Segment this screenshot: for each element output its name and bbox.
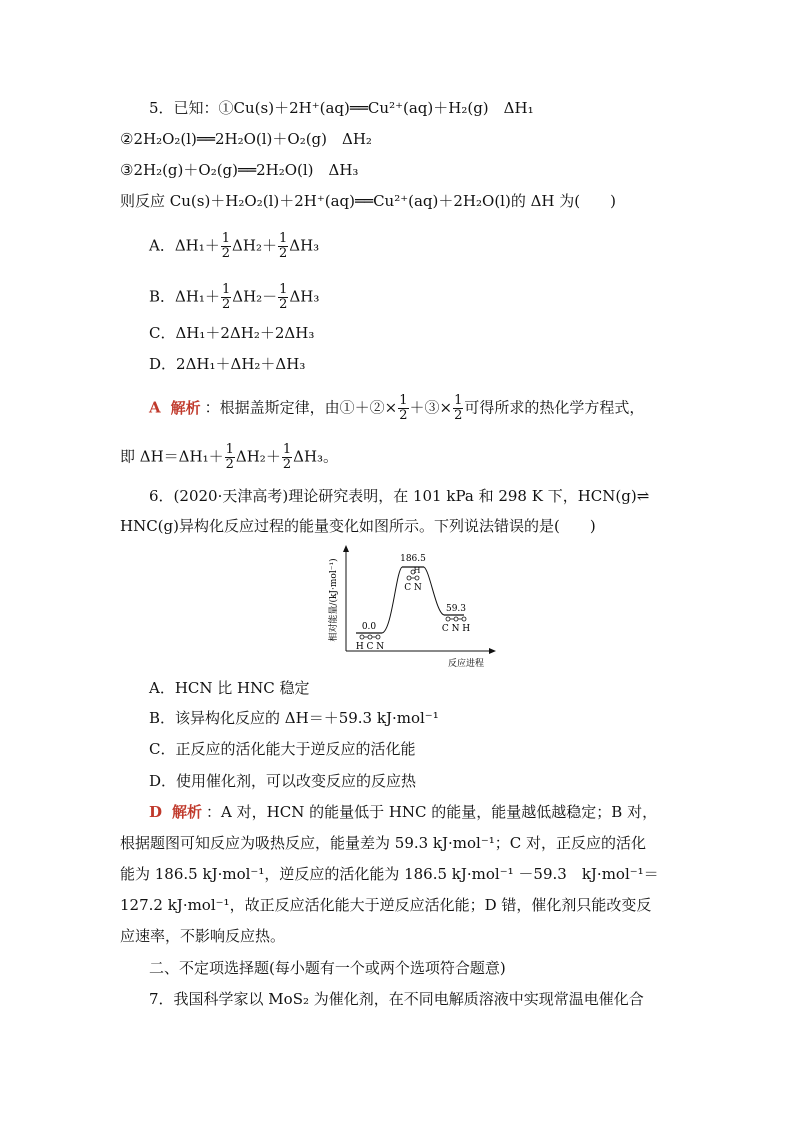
- atoms-hnc: C N H: [441, 624, 471, 634]
- analysis-text-1: ：根据盖斯定律，由①＋②×: [204, 398, 398, 417]
- level-value-hnc: 59.3: [445, 604, 467, 614]
- fraction-one-half: $\frac{1}{2}$: [282, 442, 292, 472]
- fraction-one-half: $\frac{1}{2}$: [278, 231, 288, 261]
- option-b-text-1: B．ΔH₁＋: [149, 287, 220, 306]
- q6-analysis-line2: 根据题图可知反应为吸热反应，能量差为 59.3 kJ·mol⁻¹；C 对，正反应的活化: [120, 834, 647, 852]
- analysis-text-3: 可得所求的热化学方程式，: [464, 398, 645, 417]
- q6-option-a: A．HCN 比 HNC 稳定: [149, 679, 310, 697]
- atom-h-top: H: [413, 566, 421, 575]
- atoms-hcn: H C N: [355, 642, 385, 652]
- q6-answer: D: [149, 803, 163, 821]
- option-b-text-2: ΔH₂－: [232, 287, 278, 306]
- section-heading: 二、不定项选择题(每小题有一个或两个选项符合题意): [149, 959, 506, 977]
- q6-option-b: B．该异构化反应的 ΔH＝＋59.3 kJ·mol⁻¹: [149, 709, 439, 727]
- fraction-one-half: $\frac{1}{2}$: [279, 282, 288, 312]
- level-value-hcn: 0.0: [361, 622, 377, 632]
- q6-analysis-line3: 能为 186.5 kJ·mol⁻¹，逆反应的活化能为 186.5 kJ·mol⁻¹ －59.3 kJ·mol⁻¹＝: [120, 865, 659, 883]
- reaction-curve: [382, 567, 444, 633]
- energy-diagram: [322, 545, 502, 671]
- q5-equation-3: ③2H₂(g)＋O₂(g)══2H₂O(l) ΔH₃: [120, 161, 359, 179]
- q6-analysis-line5: 应速率，不影响反应热。: [120, 927, 286, 945]
- molecule-hcn-icon: [360, 635, 380, 639]
- atoms-transition: C N: [404, 583, 422, 593]
- analysis2-text-3: ΔH₃。: [293, 447, 339, 466]
- q5-analysis-line1: [149, 394, 644, 423]
- analysis-text-2: ＋③×: [409, 398, 453, 417]
- fraction-one-half: $\frac{1}{2}$: [454, 393, 463, 423]
- q5-answer: A: [149, 398, 161, 417]
- option-a-text-3: ΔH₃: [289, 236, 320, 255]
- fraction-one-half: $\frac{1}{2}$: [221, 231, 231, 261]
- analysis-text: ：A 对，HCN 的能量低于 HNC 的能量，能量越低越稳定；B 对，: [206, 803, 658, 821]
- q6-stem-line1: 6．(2020·天津高考)理论研究表明，在 101 kPa 和 298 K 下，HCN(g)⇌: [149, 487, 650, 505]
- fraction-one-half: $\frac{1}{2}$: [225, 442, 234, 472]
- q6-analysis-line4: 127.2 kJ·mol⁻¹，故正反应活化能大于逆反应活化能；D 错，催化剂只能改变反: [120, 896, 652, 914]
- fraction-one-half: $\frac{1}{2}$: [399, 393, 408, 423]
- q5-option-c: C．ΔH₁＋2ΔH₂＋2ΔH₃: [149, 324, 315, 342]
- option-a-text-1: A．ΔH₁＋: [149, 236, 220, 255]
- level-value-ts: 186.5: [400, 554, 426, 564]
- analysis2-text-1: 即 ΔH＝ΔH₁＋: [120, 447, 224, 466]
- q5-question: 则反应 Cu(s)＋H₂O₂(l)＋2H⁺(aq)══Cu²⁺(aq)＋2H₂O(l)的 ΔH 为( ): [120, 192, 616, 210]
- molecule-hnc-icon: [446, 617, 466, 621]
- q5-option-d: D．2ΔH₁＋ΔH₂＋ΔH₃: [149, 355, 306, 373]
- analysis-label: 解析: [172, 803, 203, 821]
- q6-stem-line2: HNC(g)异构化反应过程的能量变化如图所示。下列说法错误的是( ): [120, 517, 596, 535]
- fraction-one-half: $\frac{1}{2}$: [221, 282, 231, 312]
- q7-stem-line1: 7．我国科学家以 MoS₂ 为催化剂，在不同电解质溶液中实现常温电催化合: [149, 990, 644, 1008]
- x-axis-label: 反应进程: [447, 659, 485, 669]
- y-axis-arrow-icon: [343, 545, 349, 552]
- q6-option-c: C．正反应的活化能大于逆反应的活化能: [149, 740, 416, 758]
- analysis-label: 解析: [170, 398, 201, 417]
- q6-analysis-line1: [149, 802, 657, 822]
- y-axis-label: 相对能量/(kJ·mol⁻¹): [329, 558, 339, 642]
- option-b-text-3: ΔH₃: [289, 287, 320, 306]
- x-axis-arrow-icon: [489, 648, 496, 654]
- q5-stem-line1: 5．已知：①Cu(s)＋2H⁺(aq)══Cu²⁺(aq)＋H₂(g) ΔH₁: [149, 99, 534, 117]
- q5-option-a: [149, 232, 319, 261]
- q5-equation-2: ②2H₂O₂(l)══2H₂O(l)＋O₂(g) ΔH₂: [120, 130, 372, 148]
- q5-option-b: [149, 283, 319, 312]
- q5-analysis-line2: [120, 443, 338, 472]
- analysis2-text-2: ΔH₂＋: [235, 447, 281, 466]
- option-a-text-2: ΔH₂＋: [232, 236, 277, 255]
- q6-option-d: D．使用催化剂，可以改变反应的反应热: [149, 772, 417, 790]
